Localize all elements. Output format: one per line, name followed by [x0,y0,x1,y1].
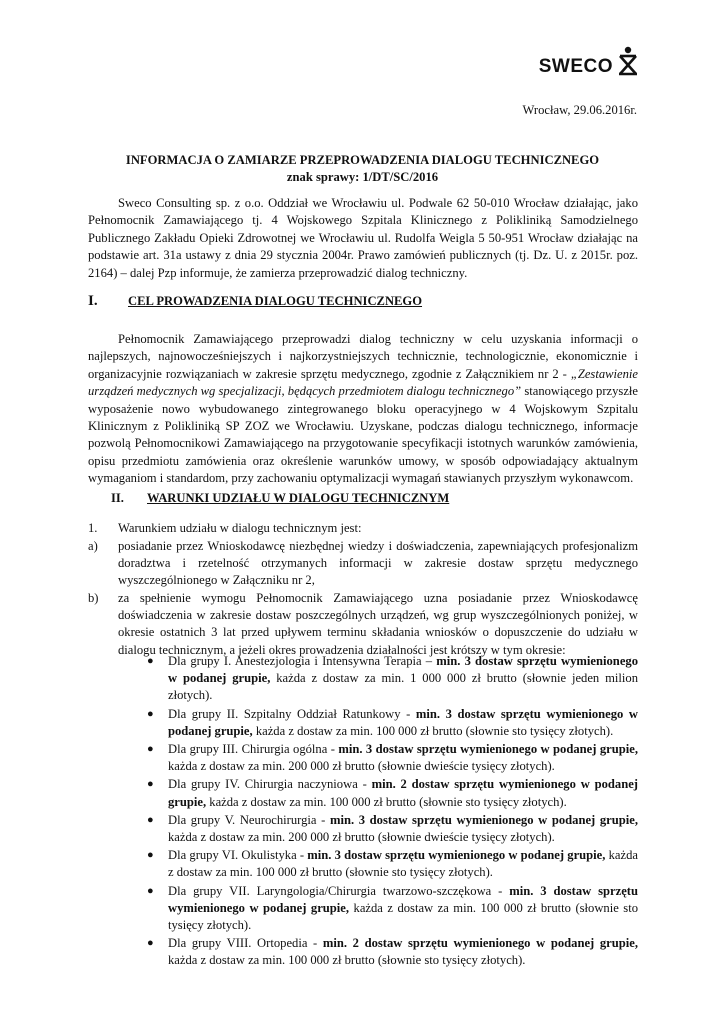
section-1-number: I. [88,293,98,309]
list-item-a [88,538,638,590]
bullet-icon: ● [147,937,154,950]
group-item: ● Dla grupy VI. Okulistyka - min. 3 dostaw sprzętu wymienionego w podanej grupie, każda z dostaw za min. 100 000 zł brutto (słownie sto tysięcy złotych). [147,848,638,880]
list-item-a-text: posiadanie przez Wnioskodawcę niezbędnej wiedzy i doświadczenia, zapewniających profesjonalizm doradztwa i rzetelność otrzymanych informacji w zakresie dostaw sprzętu medycznego wyszczególnionego w Załączniku nr 2, [118,539,638,588]
list-item-1-mark: 1. [88,521,98,535]
section-1-title: CEL PROWADZENIA DIALOGU TECHNICZNEGO [128,294,423,308]
section-2-number: II. [111,491,124,505]
group-requirements-list [144,653,638,971]
group-item: ● Dla grupy VIII. Ortopedia - min. 2 dostaw sprzętu wymienionego w podanej grupie, każda z dostaw za min. 100 000 zł brutto (słownie sto tysięcy złotych). [147,936,638,968]
group-item: ● Dla grupy V. Neurochirurgia - min. 3 dostaw sprzętu wymienionego w podanej grupie, każda z dostaw za min. 200 000 zł brutto (słownie dwieście tysięcy złotych). [147,812,638,845]
group-item: ● Dla grupy I. Anestezjologia i Intensywna Terapia – min. 3 dostaw sprzętu wymienionego w podanej grupie, każda z dostaw za min. 1 000 000 zł brutto (słownie jeden milion złotych). [147,654,638,703]
section-1-heading [88,293,638,310]
logo-text: SWECO [538,56,613,77]
bullet-icon: ● [147,849,154,862]
list-item-b-text: za spełnienie wymogu Pełnomocnik Zamawiającego uzna posiadanie przez Wnioskodawcę doświadczenia w zakresie dostaw poszczególnych urządzeń, wg grup wyszczególnionych poniżej, w okresie ostatnich 3 lat przed upływem terminu składania wniosków o dopuszczenie do udziału w dialogu technicznym, a jeżeli okres prowadzenia działalności jest krótszy w tym okresie: [118,591,638,657]
bullet-icon: ● [147,655,154,667]
section-1-text-italic: „Zestawienie urządzeń medycznych wg specjalizacji, będących przedmiotem dialogu technicznego” [88,366,638,399]
document-title [90,152,635,186]
section-2-title: WARUNKI UDZIAŁU W DIALOGU TECHNICZNYM [147,491,450,505]
list-item-a-mark: a) [88,539,98,553]
case-number: znak sprawy: 1/DT/SC/2016 [286,170,439,184]
section-1-text-before: Pełnomocnik Zamawiającego przeprowadzi dialog techniczny w celu uzyskania informacji o najlepszych, najnowocześniejszych i najkorzystniejszych technicznie, technologicznie, ekonomicznie i organizacyjnie rozwiązaniach w zakresie sprzętu medycznego, zgodnie z Załącznikiem nr 2 - [88,332,638,381]
list-item-b [88,590,638,659]
title-line-1: INFORMACJA O ZAMIARZE PRZEPROWADZENIA DIALOGU TECHNICZNEGO [125,153,600,167]
section-1-text-after: stanowiącego przyszłe wyposażenie nowo wybudowanego zintegrowanego bloku operacyjnego w 4 Wojskowym Szpitalu Klinicznym z Polikliniką SP ZOZ we Wrocławiu. Uzyskane, podczas dialogu technicznego, informacje pozwolą Pełnomocnikowi Zamawiającego na przygotowanie specyfikacji istotnych warunków zamówienia, opisu przedmiotu zamówienia oraz określenie warunków umowy, w sposób odpowiadający aktualnym wymaganiom i standardom, przy zachowaniu optymalizacji wymagań stawianych przyszłym wykonawcom. [88,384,638,486]
list-item-1 [88,520,638,537]
bullet-icon: ● [147,884,154,897]
group-item: ● Dla grupy VII. Laryngologia/Chirurgia twarzowo-szczękowa - min. 3 dostaw sprzętu wymienionego w podanej grupie, każda z dostaw za min. 100 000 zł brutto (słownie sto tysięcy złotych). [147,883,639,933]
sweco-figure-icon [617,46,639,76]
section-1-paragraph [88,331,638,488]
section-2-heading [111,491,631,506]
list-item-b-mark: b) [88,591,99,605]
bullet-icon: ● [147,813,154,826]
bullet-icon: ● [147,707,154,720]
intro-paragraph [88,195,638,282]
group-item: ● Dla grupy III. Chirurgia ogólna - min. 3 dostaw sprzętu wymienionego w podanej grupie, każda z dostaw za min. 200 000 zł brutto (słownie dwieście tysięcy złotych). [147,742,638,774]
bullet-icon: ● [147,743,154,756]
group-item: ● Dla grupy IV. Chirurgia naczyniowa - min. 2 dostaw sprzętu wymienionego w podanej grupie, każda z dostaw za min. 100 000 zł brutto (słownie sto tysięcy złotych). [147,777,639,809]
sweco-logo [539,42,639,76]
group-item: ● Dla grupy II. Szpitalny Oddział Ratunkowy - min. 3 dostaw sprzętu wymienionego w podanej grupie, każda z dostaw za min. 100 000 zł brutto (słownie sto tysięcy złotych). [147,706,638,738]
document-date: Wrocław, 29.06.2016r. [522,103,637,117]
intro-text: Sweco Consulting sp. z o.o. Oddział we Wrocławiu ul. Podwale 62 50-010 Wrocław działając, jako Pełnomocnik Zamawiającego tj. 4 Wojskowego Szpitala Klinicznego z Polikliniką Samodzielnego Publicznego Zakładu Opieki Zdrowotnej we Wrocławiu ul. Rudolfa Weigla 5 50-951 Wrocław działając na podstawie art. 31a ustawy z dnia 29 stycznia 2004r. Prawo zamówień publicznych (tj. Dz. U. z 2015r. poz. 2164) – dalej Pzp informuje, że zamierza przeprowadzić dialog techniczny. [88,196,638,280]
list-item-1-text: Warunkiem udziału w dialogu technicznym jest: [118,521,362,535]
bullet-icon: ● [147,778,154,791]
